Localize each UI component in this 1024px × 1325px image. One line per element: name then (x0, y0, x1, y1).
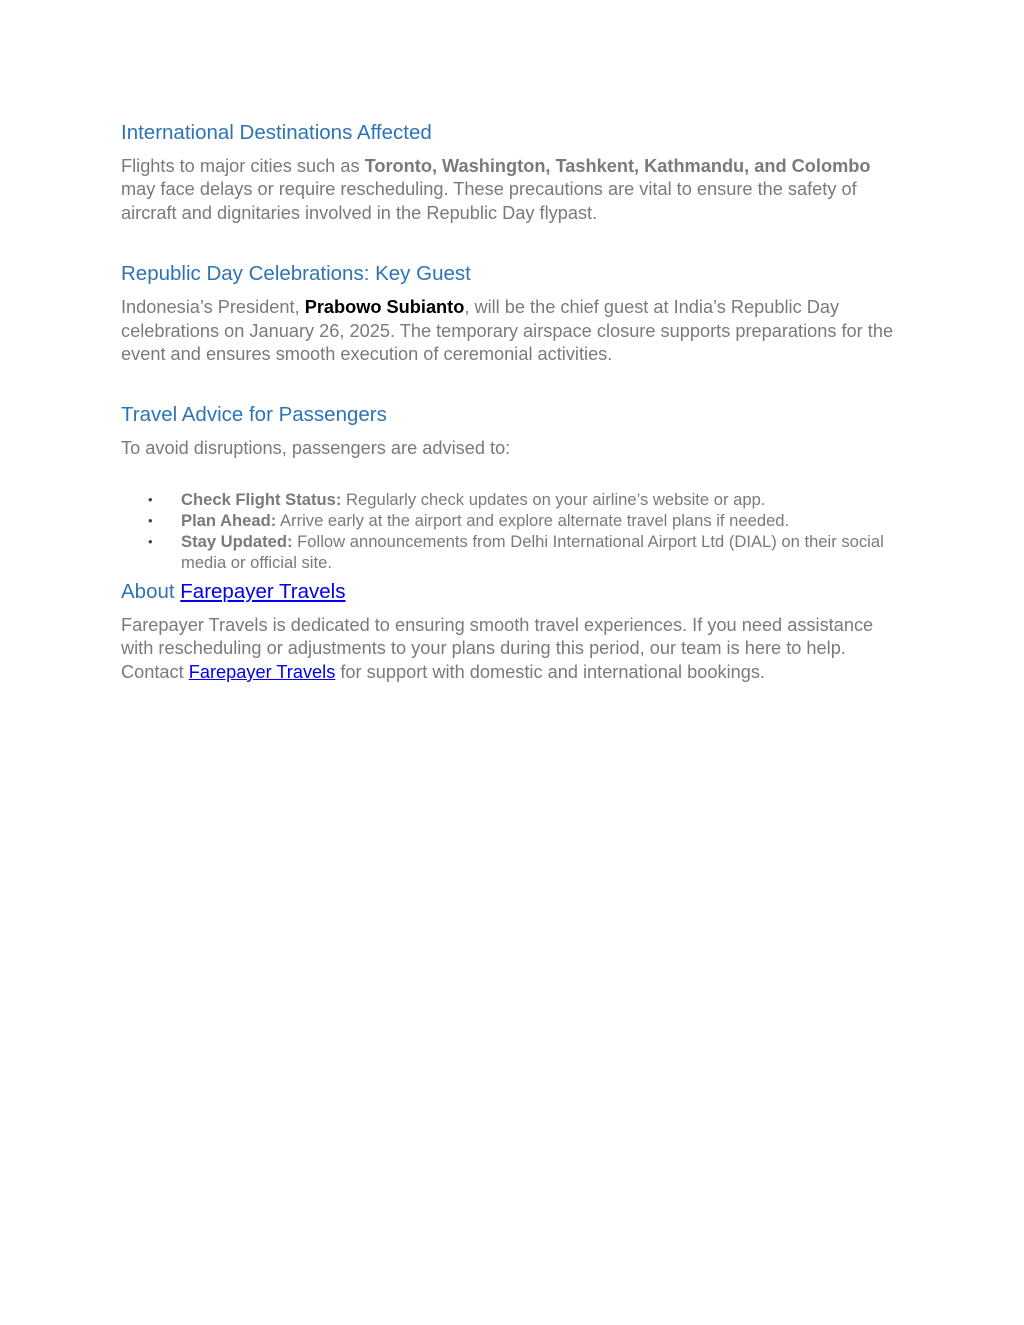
section-paragraph (121, 614, 896, 684)
list-item-text: Follow announcements from Delhi International Airport Ltd (DIAL) on their social media or official site. (181, 531, 884, 572)
section-heading (121, 577, 896, 607)
list-item-label: Stay Updated: (181, 531, 293, 551)
advice-list (121, 489, 896, 573)
farepayer-heading-link[interactable]: Farepayer Travels (180, 579, 346, 603)
section-heading: Republic Day Celebrations: Key Guest (121, 262, 471, 286)
heading-prefix: About (121, 579, 181, 603)
section-international-destinations (121, 118, 896, 225)
paragraph-text: for support with domestic and international bookings. (335, 661, 765, 682)
paragraph-text: Indonesia’s President, (121, 297, 305, 318)
chief-guest-name: Prabowo Subianto (304, 297, 465, 318)
list-item (148, 531, 896, 573)
section-paragraph: To avoid disruptions, passengers are advised to: (121, 438, 511, 459)
article-body (121, 118, 896, 684)
list-item-text: Arrive early at the airport and explore alternate travel plans if needed. (276, 510, 790, 530)
paragraph-text: may face delays or require rescheduling. These precautions are vital to ensure the safety of aircraft and dignitaries involved in the Republic Day flypast. (121, 179, 857, 223)
cities-list: Toronto, Washington, Tashkent, Kathmandu, and Colombo (364, 156, 871, 176)
bullet-icon: • (148, 491, 153, 507)
list-item-label: Plan Ahead: (181, 510, 277, 530)
section-heading: Travel Advice for Passengers (121, 403, 387, 427)
list-item (148, 489, 896, 510)
section-paragraph (121, 296, 896, 366)
section-travel-advice (121, 400, 896, 572)
paragraph-text: Farepayer Travels is dedicated to ensuring smooth travel experiences. If you need assistance with rescheduling or adjustments to your plans during this period, our team is here to help. Contact (121, 614, 874, 682)
section-republic-day (121, 259, 896, 366)
list-item-text: Regularly check updates on your airline’s website or app. (341, 489, 766, 509)
list-item-label: Check Flight Status: (181, 489, 342, 509)
section-heading: International Destinations Affected (121, 121, 432, 144)
bullet-icon: • (148, 533, 153, 549)
list-item (148, 510, 896, 531)
section-about (121, 577, 896, 684)
paragraph-text: Flights to major cities such as (121, 156, 365, 176)
paragraph-text: , will be the chief guest at India’s Republic Day celebrations on January 26, 2025. The temporary airspace closure supports preparations for the event and ensures smooth execution of ceremonial activities. (121, 297, 894, 365)
bullet-icon: • (148, 512, 153, 528)
section-paragraph (121, 155, 896, 225)
farepayer-contact-link[interactable]: Farepayer Travels (188, 661, 336, 682)
